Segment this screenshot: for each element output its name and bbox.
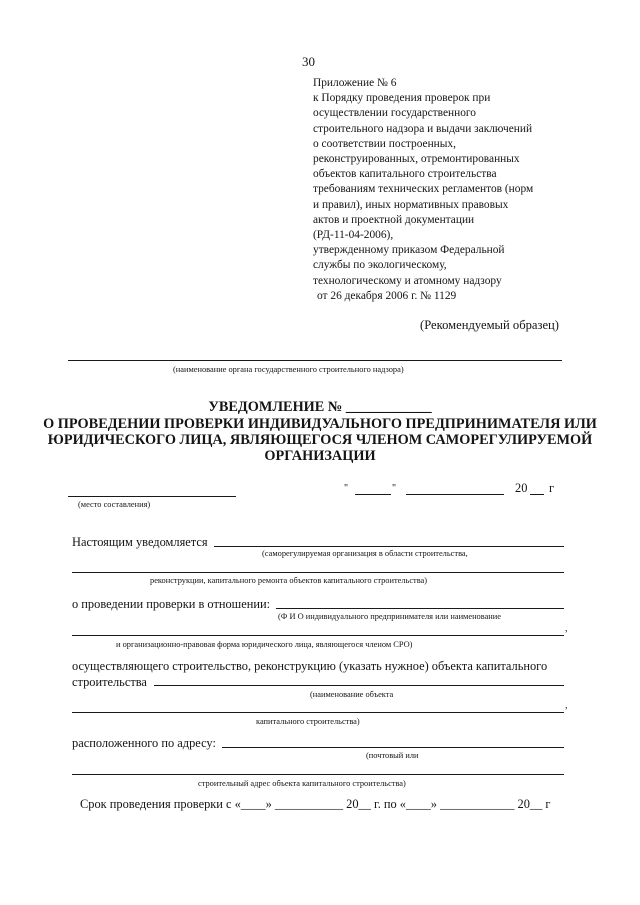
inspection-label: о проведении проверки в отношении: xyxy=(72,597,271,611)
notify-label: Настоящим уведомляется xyxy=(72,535,208,549)
address-field-continued[interactable] xyxy=(72,774,564,775)
appendix-line: реконструированных, отремонтированных xyxy=(313,153,520,166)
address-field[interactable] xyxy=(222,747,564,748)
authority-caption: (наименование органа государственного строительного надзора) xyxy=(173,365,404,374)
inspection-subject-field-continued[interactable] xyxy=(72,635,564,636)
object-name-field[interactable] xyxy=(154,685,564,686)
construction-text: осуществляющего строительство, реконструкцию (указать нужное) объекта капитального xyxy=(72,659,548,673)
reconstruction-caption: реконструкции, капитального ремонта объектов капитального строительства) xyxy=(150,576,428,585)
appendix-line: и правил), иных нормативных правовых xyxy=(313,198,509,211)
date-month-field[interactable] xyxy=(406,494,504,495)
authority-name-field[interactable] xyxy=(68,360,562,361)
comma-mark: , xyxy=(565,623,568,634)
date-year-field[interactable] xyxy=(530,494,544,495)
document-subtitle-line: ЮРИДИЧЕСКОГО ЛИЦА, ЯВЛЯЮЩЕГОСЯ ЧЛЕНОМ САМОРЕГУЛИРУЕМОЙ xyxy=(47,432,593,448)
place-caption: (место составления) xyxy=(78,500,151,509)
legal-form-caption: и организационно-правовая форма юридического лица, являющегося членом СРО) xyxy=(116,640,413,649)
address-label: расположенного по адресу: xyxy=(72,736,216,750)
appendix-header xyxy=(313,76,613,304)
document-title: УВЕДОМЛЕНИЕ № ____________ xyxy=(208,399,432,415)
sro-field[interactable] xyxy=(214,546,564,547)
building-address-caption: строительный адрес объекта капитального строительства) xyxy=(198,779,406,788)
appendix-line: (РД-11-04-2006), xyxy=(313,229,394,242)
appendix-line: Приложение № 6 xyxy=(313,77,397,89)
construction-text: строительства xyxy=(72,675,147,689)
comma-mark: , xyxy=(565,700,568,711)
date-year-prefix: 20 xyxy=(515,481,528,495)
inspection-subject-field[interactable] xyxy=(276,608,564,609)
sro-caption: (саморегулируемая организация в области строительства, xyxy=(262,549,468,558)
appendix-line: строительного надзора и выдачи заключений xyxy=(313,122,533,135)
appendix-line: осуществлении государственного xyxy=(313,107,476,120)
date-year-suffix: г xyxy=(549,481,555,495)
appendix-line: актов и проектной документации xyxy=(313,213,475,226)
place-field[interactable] xyxy=(68,496,236,497)
document-subtitle-line: ОРГАНИЗАЦИИ xyxy=(264,448,376,464)
capital-construction-caption: капитального строительства) xyxy=(256,717,360,726)
fio-caption: (Ф И О индивидуального предпринимателя или наименование xyxy=(278,612,501,621)
object-name-field-continued[interactable] xyxy=(72,712,564,713)
appendix-line: объектов капитального строительства xyxy=(313,168,497,181)
sro-field-continued[interactable] xyxy=(72,572,564,573)
appendix-line: требованиям технических регламентов (норм xyxy=(313,183,534,196)
appendix-line: утвержденному приказом Федеральной xyxy=(313,244,505,257)
date-quote-open: " xyxy=(344,483,349,494)
appendix-line: от 26 декабря 2006 г. № 1129 xyxy=(317,289,457,302)
object-name-caption: (наименование объекта xyxy=(310,690,394,699)
date-day-field[interactable] xyxy=(355,494,391,495)
recommended-sample-note: (Рекомендуемый образец) xyxy=(420,318,559,332)
document-subtitle-line: О ПРОВЕДЕНИИ ПРОВЕРКИ ИНДИВИДУАЛЬНОГО ПРЕДПРИНИМАТЕЛЯ ИЛИ xyxy=(43,416,597,432)
page-number: 30 xyxy=(302,54,315,69)
date-quote-close: " xyxy=(392,483,397,494)
appendix-line: к Порядку проведения проверок при xyxy=(313,92,491,105)
postal-caption: (почтовый или xyxy=(366,751,419,760)
appendix-line: службы по экологическому, xyxy=(313,259,447,272)
inspection-period-line: Срок проведения проверки с «____» ___________ 20__ г. по «____» ____________ 20__ г xyxy=(80,797,551,811)
appendix-line: технологическому и атомному надзору xyxy=(313,274,502,287)
appendix-line: о соответствии построенных, xyxy=(313,137,456,150)
